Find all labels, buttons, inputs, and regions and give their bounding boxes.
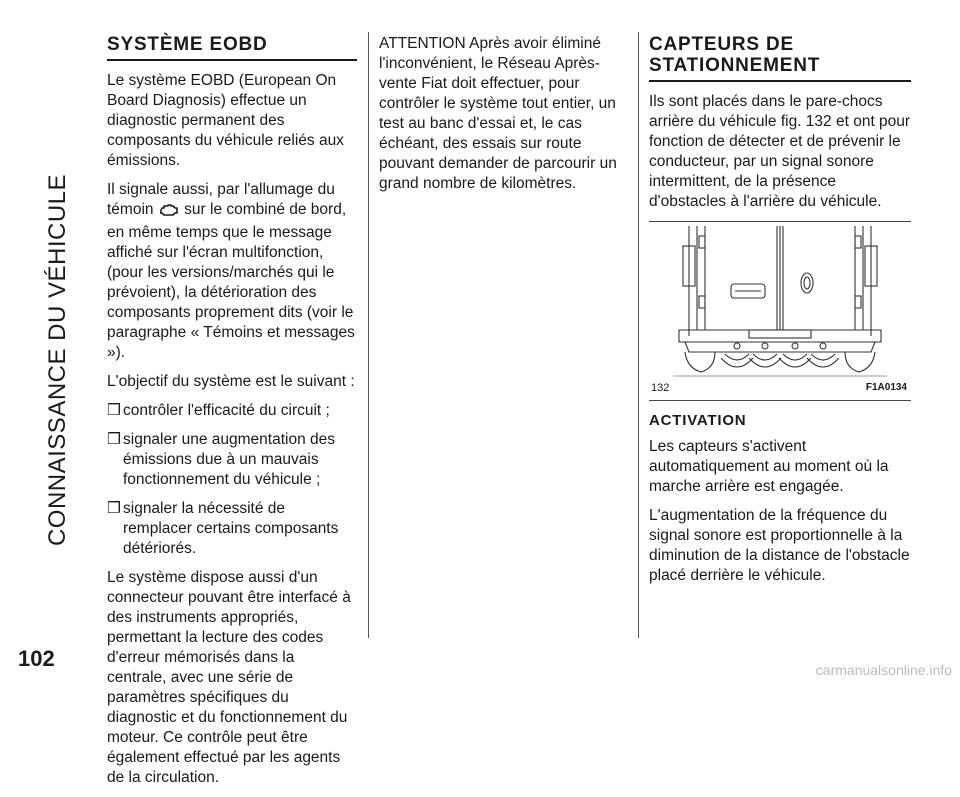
- column-divider: [638, 32, 639, 638]
- eobd-paragraph: L'objectif du système est le suivant :: [107, 373, 355, 390]
- watermark: carmanualsonline.info: [815, 662, 952, 678]
- parking-heading-line: STATIONNEMENT: [649, 55, 821, 76]
- eobd-paragraph: Le système EOBD (European On Board Diagnosis) effectue un diagnostic permanent des composants du véhicule reliés aux émissions.: [107, 72, 344, 169]
- bullet-mark: ❒: [107, 500, 121, 517]
- eobd-heading: SYSTÈME EOBD: [107, 34, 357, 61]
- list-item: [107, 401, 357, 421]
- list-item: [107, 430, 357, 490]
- eobd-paragraph: Le système dispose aussi d'un connecteur pouvant être interfacé à des instruments appropriés, permettant la lecture des codes d'erreur mémorisés dans la centrale, avec une série de paramètres spécifiques du diagnostic et du fonctionnement du moteur. Ce contrôle peut être également effectué par les agents de la circulation.: [107, 569, 351, 786]
- parking-heading-line: CAPTEURS DE: [649, 34, 794, 55]
- eobd-text: Il signale aussi, par l'allumage du témoin: [107, 181, 335, 218]
- figure-van-rear: [649, 221, 911, 401]
- van-rear-illustration: [649, 226, 911, 382]
- section-side-title: CONNAISSANCE DU VÉHICULE: [44, 173, 71, 547]
- eobd-text: sur le combiné de bord, en même temps que le message affiché sur l'écran multifonction, (pour les versions/marchés qui le prévoient), la détérioration des composants proprement dits (voir le paragraphe « Témoins et messages »).: [107, 201, 355, 361]
- list-item: [107, 499, 357, 559]
- bullet-mark: ❒: [107, 431, 121, 448]
- attention-note: ATTENTION Après avoir éliminé l'inconvénient, le Réseau Après-vente Fiat doit effectuer, pour contrôler le système tout entier, un test au banc d'essai et, le cas échéant, des essais sur route pouvant demander de parcourir un grand nombre de kilomètres.: [379, 35, 617, 192]
- bullet-mark: ❒: [107, 402, 121, 419]
- parking-paragraph: Ils sont placés dans le pare-chocs arrière du véhicule fig. 132 et ont pour fonction de détecter et de prévenir le conducteur, par un signal sonore intermittent, de la présence d'obstacles à l'arrière du véhicule.: [649, 93, 911, 210]
- activation-heading: ACTIVATION: [649, 412, 747, 429]
- parking-paragraph: L'augmentation de la fréquence du signal sonore est proportionnelle à la diminution de la distance de l'obstacle placé derrière le véhicule.: [649, 507, 910, 584]
- eobd-warning-paragraph: [107, 180, 357, 363]
- parking-column: [649, 34, 911, 595]
- eobd-column: [107, 34, 357, 797]
- figure-number: 132: [651, 382, 670, 394]
- figure-code: F1A0134: [865, 382, 907, 393]
- engine-warning-icon: [160, 203, 178, 223]
- list-item-text: signaler une augmentation des émissions due à un mauvais fonctionnement du véhicule ;: [123, 431, 335, 488]
- parking-paragraph: Les capteurs s'activent automatiquement au moment où la marche arrière est engagée.: [649, 438, 889, 495]
- attention-column: [379, 34, 629, 203]
- page-number: 102: [18, 646, 55, 671]
- parking-heading: [649, 34, 911, 82]
- column-divider: [368, 32, 369, 638]
- list-item-text: signaler la nécessité de remplacer certains composants détériorés.: [123, 500, 339, 557]
- list-item-text: contrôler l'efficacité du circuit ;: [123, 402, 330, 419]
